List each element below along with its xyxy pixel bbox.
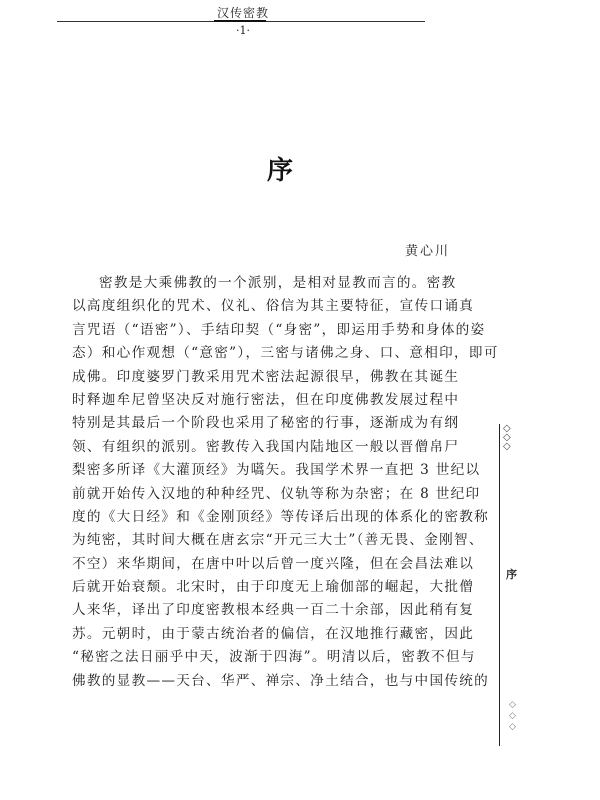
diamond-ornament-bottom-icon <box>509 700 516 733</box>
paragraph-line: 后就开始衰颓。北宋时，由于印度无上瑜伽部的崛起，大批僧 <box>72 579 475 596</box>
paragraph-line: 态）和心作观想（“意密”），三密与诸佛之身、口、意相印，即可 <box>72 345 499 362</box>
paragraph-line: 以高度组织化的咒术、仪礼、俗信为其主要特征，宣传口诵真 <box>72 298 475 315</box>
paragraph-line: 特别是其最后一个阶段也采用了秘密的行事，逐渐成为有纲 <box>72 415 460 432</box>
paragraph-line: “秘密之法日丽乎中天，波渐于四海”。明清以后，密教不但与 <box>72 649 476 666</box>
paragraph-line: 佛教的显教——天台、华严、禅宗、净土结合，也与中国传统的 <box>72 672 490 689</box>
diamond-icon: ◇ <box>509 700 516 710</box>
diamond-icon: ◇ <box>509 722 516 732</box>
paragraph-line: 密教是大乘佛教的一个派别，是相对显教而言的。密教 <box>99 275 457 291</box>
running-head: 汉传密教 <box>216 6 269 20</box>
diamond-icon: ◇ <box>503 441 511 452</box>
paragraph-line: 人来华，译出了印度密教根本经典一百二十余部，因此稍有复 <box>72 602 475 619</box>
diamond-icon: ◇ <box>503 432 511 443</box>
paragraph-line: 梨密多所译《大灌顶经》为嚆矢。我国学术界一直把 3 世纪以 <box>72 462 481 479</box>
paragraph-line: 度的《大日经》和《金刚顶经》等传译后出现的体系化的密教称 <box>72 508 490 525</box>
paragraph-line: 不空）来华期间，在唐中叶以后曾一度兴隆，但在会昌法难以 <box>72 555 475 572</box>
paragraph-line: 时释迦牟尼曾坚决反对施行密法，但在印度佛教发展过程中 <box>72 391 460 408</box>
margin-section-label: 序 <box>506 568 517 581</box>
diamond-ornament-icon <box>503 424 511 451</box>
paragraph-line: 苏。元朝时，由于蒙古统治者的偏信，在汉地推行藏密，因此 <box>72 625 475 642</box>
margin-rule <box>499 424 500 746</box>
paragraph-line: 言咒语（“语密”）、手结印契（“身密”，即运用手势和身体的姿 <box>72 321 486 338</box>
paragraph-line: 成佛。印度婆罗门教采用咒术密法起源很早，佛教在其诞生 <box>72 368 460 385</box>
page-number: ·1· <box>236 24 250 37</box>
body-text <box>72 272 497 693</box>
chapter-title: 序 <box>266 156 293 186</box>
author-name: 黄心川 <box>405 244 451 259</box>
diamond-icon: ◇ <box>503 423 511 434</box>
paragraph-line: 前就开始传入汉地的种种经咒、仪轨等称为杂密；在 8 世纪印 <box>72 485 481 502</box>
header-rule-accent <box>214 20 266 22</box>
paragraph-line: 领、有组织的派别。密教传入我国内陆地区一般以晋僧帛尸 <box>72 438 460 455</box>
paragraph-line: 为纯密，其时间大概在唐玄宗“开元三大士”（善无畏、金刚智、 <box>72 532 484 549</box>
diamond-icon: ◇ <box>509 711 516 721</box>
